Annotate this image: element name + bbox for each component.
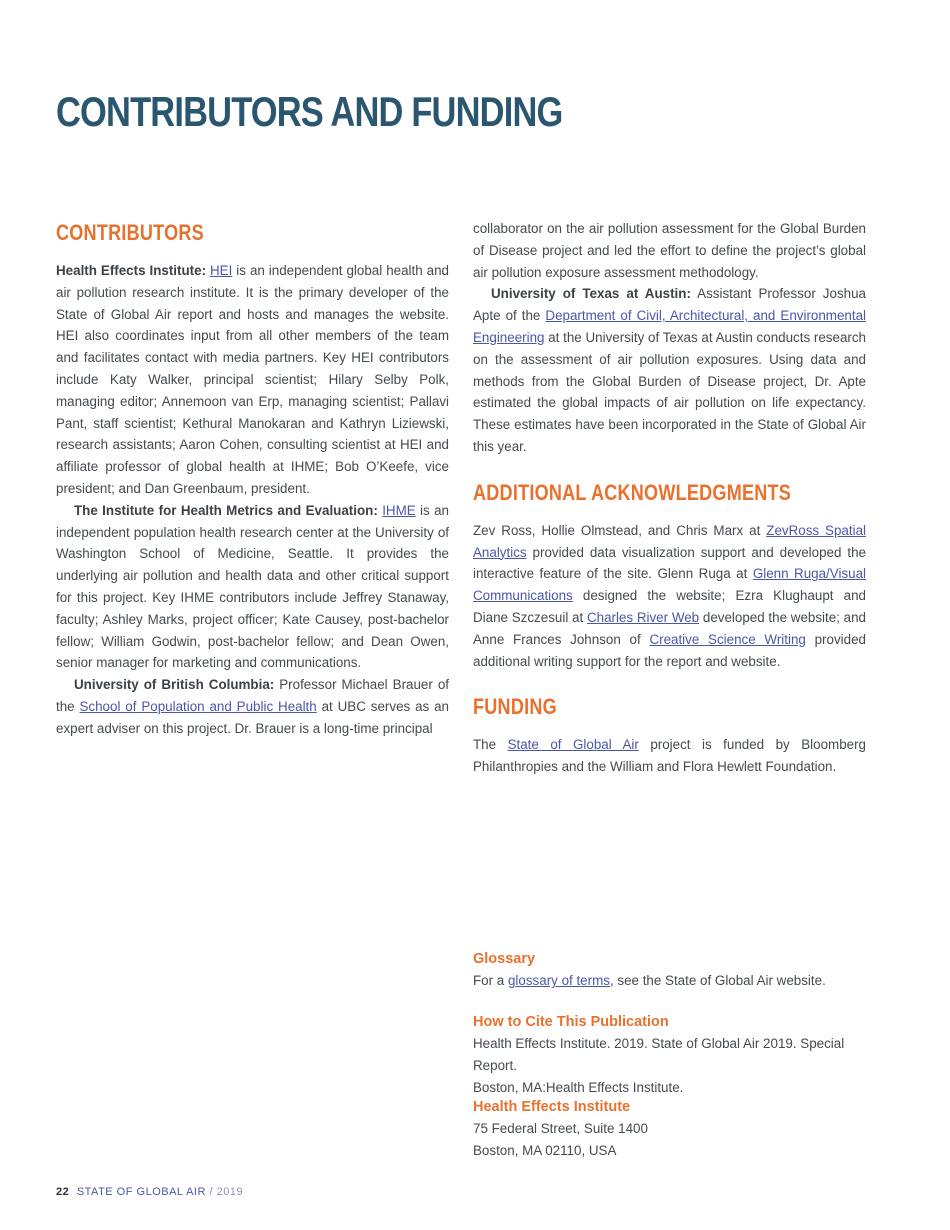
cite-line-1: Health Effects Institute. 2019. State of Global Air 2019. Special Report. <box>473 1036 845 1073</box>
zevross-link[interactable]: ZevRoss Spatial Analytics <box>473 522 866 560</box>
hei-text: is an independent global health and air pollution research institute. It is the primary developer of the State of Global Air report and hosts and manages the website. HEI also coordinates input from all other members of the team and facilitates contact with media partners. Key HEI contributors include Katy Walker, principal scientist; Hilary Selby Polk, managing editor; Annemoon van Erp, managing scientist; Pallavi Pant, staff scientist; Kethural Manokaran and Kathryn Liziewski, research assistants; Aaron Cohen, consulting scientist at HEI and affiliate professor of global health at IHME; Bob O’Keefe, vice president; and Dan Greenbaum, president. <box>56 263 449 496</box>
ut-paragraph <box>473 283 866 457</box>
right-column-content <box>473 218 866 778</box>
address-line-2: Boston, MA 02110, USA <box>473 1142 617 1158</box>
acknowledgments-heading: ADDITIONAL ACKNOWLEDGMENTS <box>473 479 792 505</box>
glenn-ruga-link[interactable]: Glenn Ruga/Visual Communications <box>473 566 867 604</box>
ubc-link[interactable]: School of Population and Public Health <box>79 698 317 714</box>
footer-separator: / <box>209 1186 214 1198</box>
state-of-global-air-link[interactable]: State of Global Air <box>507 737 639 753</box>
ubc-paragraph <box>56 674 449 739</box>
cite-heading: How to Cite This Publication <box>473 1014 669 1030</box>
cite-line-2: Boston, MA:Health Effects Institute. <box>473 1079 684 1095</box>
glossary-heading: Glossary <box>473 951 536 967</box>
page-number: 22 <box>56 1186 70 1198</box>
creative-science-writing-link[interactable]: Creative Science Writing <box>649 631 806 647</box>
ihme-label: The Institute for Health Metrics and Evaluation: <box>74 502 378 518</box>
hei-label: Health Effects Institute: <box>56 263 207 278</box>
funding-paragraph <box>473 734 866 778</box>
hei-link[interactable]: HEI <box>210 263 233 278</box>
ut-text-before: Assistant Professor Joshua Apte of the <box>473 286 866 324</box>
ut-label: University of Texas at Austin: <box>491 286 691 302</box>
glossary-link[interactable]: glossary of terms <box>507 973 610 988</box>
ihme-text: is an independent population health research center at the University of Washington School of Medicine, Seattle. It provides the underlying air pollution and health data and other critical support for this project. Key IHME contributors include Jeffrey Stanaway, faculty; Ashley Marks, project officer; Kate Causey, post-bachelor fellow; William Godwin, post-bachelor fellow; and Dean Owen, senior manager for marketing and communications. <box>56 502 449 671</box>
ihme-link[interactable]: IHME <box>382 502 416 518</box>
ack-text-1: Zev Ross, Hollie Olmstead, and Chris Marx at <box>473 522 767 538</box>
address-heading: Health Effects Institute <box>473 1099 631 1115</box>
glossary-text: For a glossary of terms, see the State of Global Air website. <box>473 973 826 988</box>
funding-text-1: The <box>473 737 508 753</box>
footer-year: 2019 <box>216 1186 244 1198</box>
address-line-1: 75 Federal Street, Suite 1400 <box>473 1121 648 1136</box>
page-title: CONTRIBUTORS AND FUNDING <box>56 88 563 135</box>
contributors-heading: CONTRIBUTORS <box>56 220 204 245</box>
ubc-paragraph-continued: collaborator on the air pollution assessment for the Global Burden of Disease project and led the effort to define the project’s global air pollution exposure assessment methodology. <box>473 221 866 280</box>
cite-block <box>473 1011 873 1098</box>
ut-text-after: at the University of Texas at Austin conducts research on the assessment of air pollution exposures. Using data and methods from the Global Burden of Disease project, Dr. Apte estimated the global impacts of air pollution on life expectancy. These estimates have been incorporated in the State of Global Air this year. <box>473 329 866 454</box>
charles-river-web-link[interactable]: Charles River Web <box>586 609 700 625</box>
ack-text-2: provided data visualization support and developed the interactive feature of the site. Glenn Ruga at <box>473 544 866 582</box>
ubc-text-before: Professor Michael Brauer of the <box>56 677 449 714</box>
ack-text-3: designed the website; Ezra Klughaupt and Diane Szczesuil at <box>473 588 866 625</box>
hei-paragraph <box>56 260 449 500</box>
left-column <box>56 218 449 740</box>
funding-text-2: project is funded by Bloomberg Philanthropies and the William and Flora Hewlett Foundation. <box>473 737 867 775</box>
ubc-text-after: at UBC serves as an expert adviser on this project. Dr. Brauer is a long-time principal <box>56 698 449 736</box>
page-footer <box>56 1186 243 1198</box>
funding-heading: FUNDING <box>473 694 557 720</box>
acknowledgments-paragraph <box>473 520 866 673</box>
ack-text-5: provided additional writing support for the report and website. <box>473 631 866 669</box>
footer-publication: STATE OF GLOBAL AIR <box>76 1186 206 1198</box>
ihme-paragraph <box>56 500 449 674</box>
glossary-block <box>473 948 873 992</box>
ubc-label: University of British Columbia: <box>74 677 275 693</box>
ut-link[interactable]: Department of Civil, Architectural, and Environmental Engineering <box>473 308 866 345</box>
ack-text-4: developed the website; and Anne Frances Johnson of <box>473 609 867 647</box>
address-block <box>473 1096 873 1162</box>
